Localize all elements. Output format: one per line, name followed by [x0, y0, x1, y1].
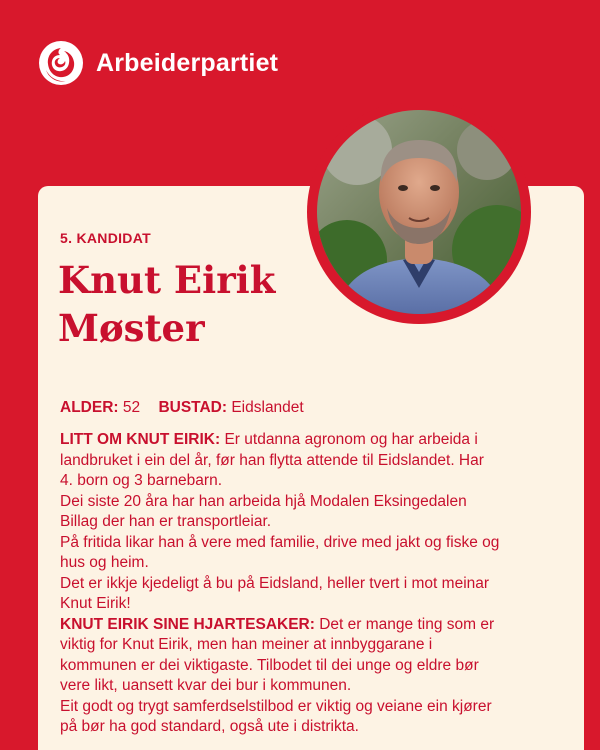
about-line: landbruket i ein del år, før han flytta attende til Eidslandet. Har	[60, 451, 484, 469]
age-label: ALDER:	[60, 399, 119, 416]
home-label: BUSTAD:	[158, 399, 228, 416]
candidate-photo-frame	[307, 100, 531, 324]
causes-line: viktig for Knut Eirik, men han meiner at innbyggarane i	[60, 636, 433, 653]
causes-line: KNUT EIRIK SINE HJARTESAKER: Det er mange ting som er	[60, 615, 495, 633]
candidate-name-line2: Møster	[58, 306, 205, 350]
candidate-name-line1: Knut Eirik	[58, 258, 276, 302]
causes-line: Eit godt og trygt samferdselstilbod er viktig og veiane ein kjører	[60, 697, 492, 715]
home-value: Eidslandet	[231, 399, 304, 416]
about-line: hus og heim.	[60, 554, 149, 571]
about-line: 4. born og 3 barnebarn.	[60, 472, 223, 489]
about-line: LITT OM KNUT EIRIK: Er utdanna agronom og har arbeida i	[60, 431, 478, 448]
header	[38, 38, 278, 88]
candidate-facts	[60, 399, 304, 417]
causes-heading: KNUT EIRIK SINE HJARTESAKER:	[60, 615, 315, 633]
causes-line: på bør ha god standard, også ute i distrikta.	[60, 718, 359, 735]
about-line: Det er ikkje kjedeligt å bu på Eidsland, heller tvert i mot meinar	[60, 574, 490, 592]
causes-line: kommunen er dei viktigaste. Tilbodet til dei unge og eldre bør	[60, 656, 479, 674]
about-line: Billag der han er transportleiar.	[60, 513, 272, 530]
about-heading: LITT OM KNUT EIRIK:	[60, 431, 221, 448]
candidate-number: 5. KANDIDAT	[60, 230, 151, 246]
candidate-photo	[317, 110, 521, 314]
candidate-name	[58, 256, 275, 352]
brand-name: Arbeiderpartiet	[96, 48, 279, 77]
about-line: På fritida likar han å vere med familie, drive med jakt og fiske og	[60, 533, 500, 551]
about-line: Knut Eirik!	[60, 595, 131, 612]
rose-logo-icon	[38, 40, 84, 86]
candidate-description	[60, 430, 560, 738]
causes-line: vere likt, uansett kvar dei bur i kommunen.	[60, 677, 352, 694]
age-value: 52	[122, 399, 141, 416]
about-line: Dei siste 20 åra har han arbeida hjå Modalen Eksingedalen	[60, 492, 467, 510]
